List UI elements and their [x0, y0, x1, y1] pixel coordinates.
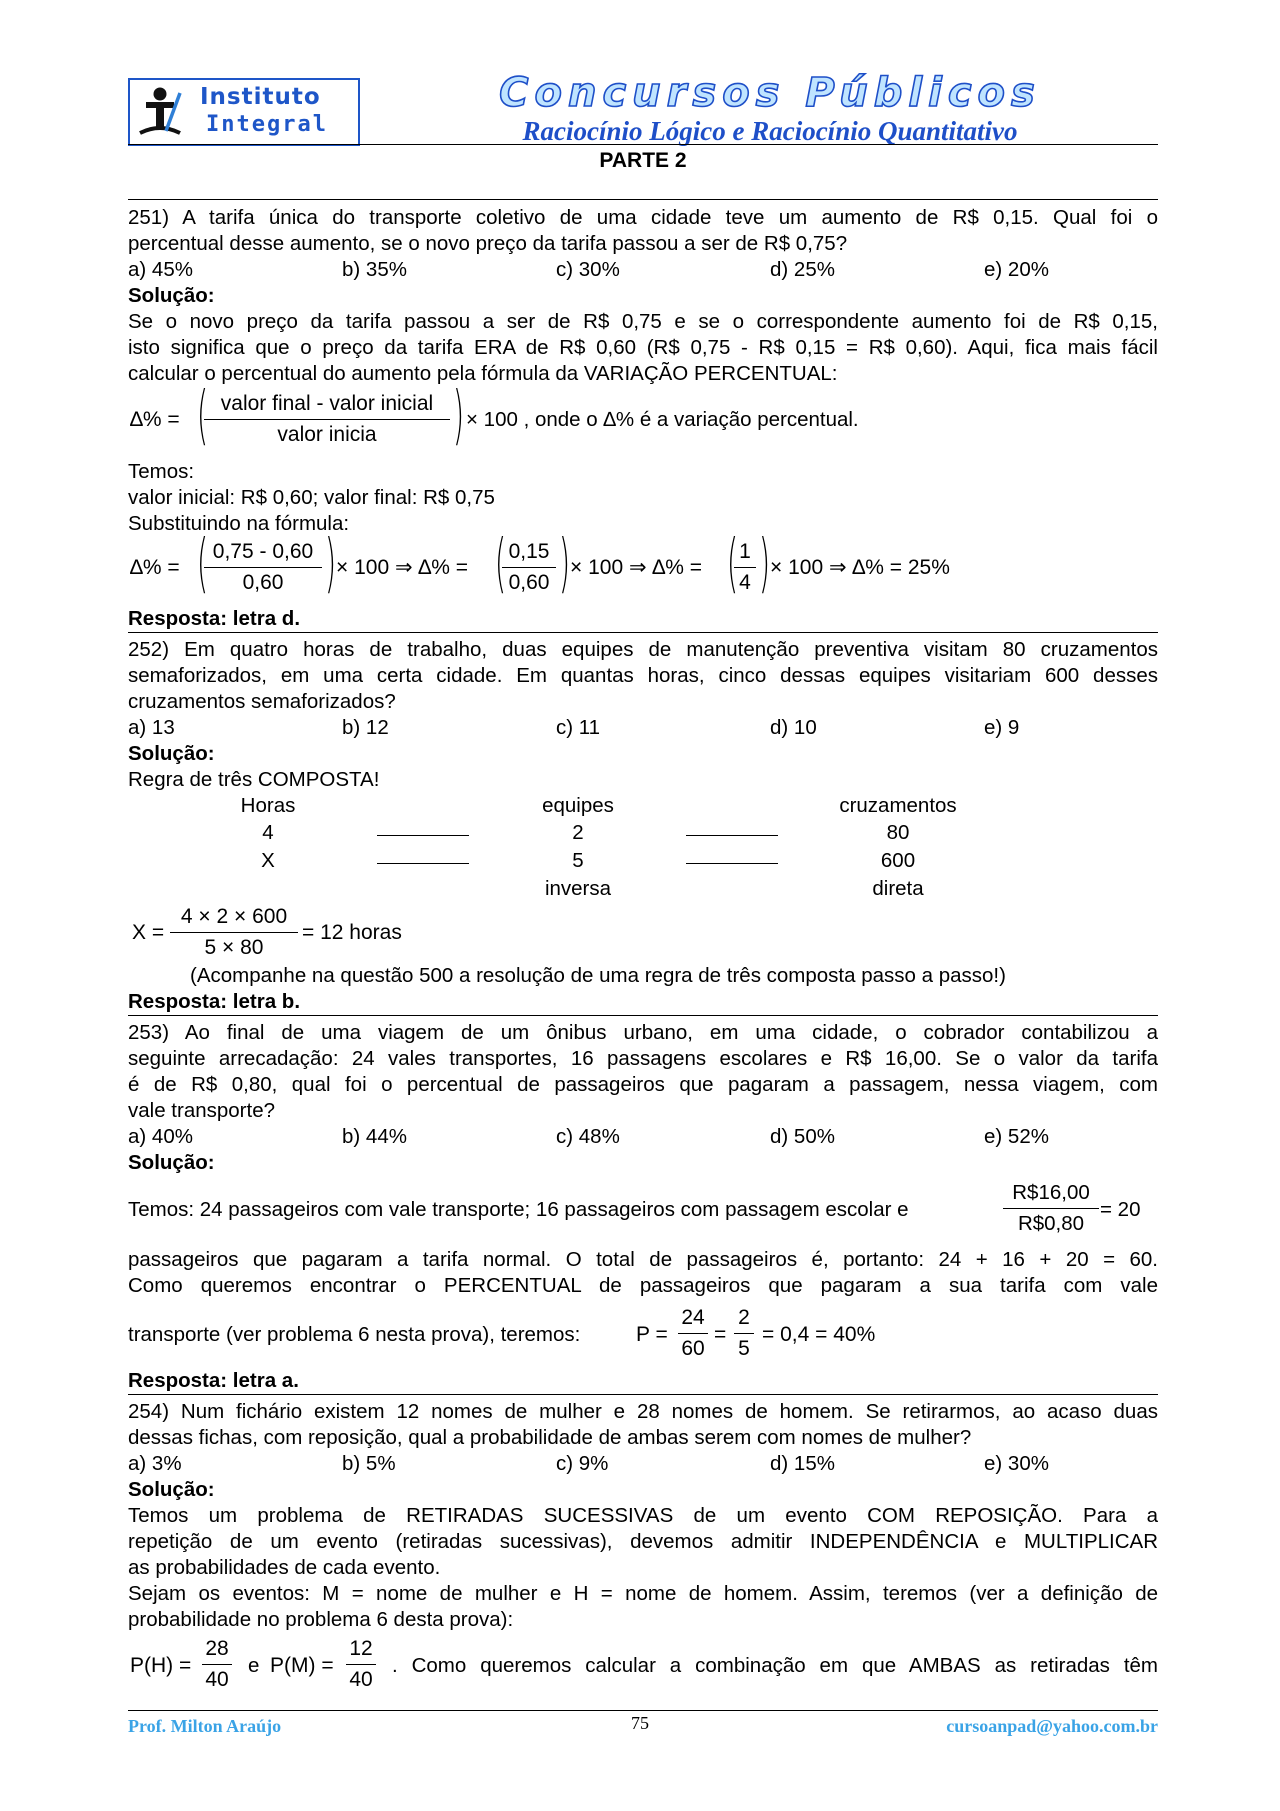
q253-sol-2: passageiros que pagaram a tarifa normal. O total de passageiros é, portanto: 24 + 16 + 20 = 60. — [128, 1248, 1158, 1271]
table-header-horas: Horas — [240, 794, 296, 817]
fraction-bar — [204, 567, 322, 568]
q251-option-c: c) 30% — [556, 258, 620, 281]
q253-fare-fraction — [1003, 1180, 1099, 1237]
q251-statement-2: percentual desse aumento, se o novo preço da tarifa passou a ser de R$ 0,75? — [128, 232, 848, 255]
q254-statement-2: dessas fichas, com reposição, qual a probabilidade de ambas serem com nomes de mulher? — [128, 1426, 972, 1449]
q253-statement-4: vale transporte? — [128, 1099, 276, 1122]
table-dash — [686, 863, 778, 864]
q254-sol-3: as probabilidades de cada evento. — [128, 1556, 441, 1579]
table-cell-inversa: inversa — [544, 877, 612, 900]
q251-option-a: a) 45% — [128, 258, 193, 281]
formula-lhs: ∆% = — [130, 408, 180, 431]
table-cell-equipes-1: 2 — [572, 821, 584, 844]
x-fraction — [170, 904, 298, 961]
q253-option-b: b) 44% — [342, 1125, 407, 1148]
q253-option-e: e) 52% — [984, 1125, 1049, 1148]
q253-option-a: a) 40% — [128, 1125, 193, 1148]
fraction-bar — [734, 567, 756, 568]
q251-answer: Resposta: letra d. — [128, 607, 301, 630]
x-rhs: = 12 horas — [302, 921, 402, 944]
q253-rule — [128, 1015, 1158, 1016]
q253-statement-1: 253) Ao final de uma viagem de um ônibus urbano, em uma cidade, o cobrador contabilizou a — [128, 1021, 1158, 1044]
q254-sol-1: Temos um problema de RETIRADAS SUCESSIVAS de um evento COM REPOSIÇÃO. Para a — [128, 1504, 1158, 1527]
x-numerator: 4 × 2 × 600 — [180, 905, 288, 928]
table-cell-cruzamentos-1: 80 — [886, 821, 910, 844]
q251-sol-1: Se o novo preço da tarifa passou a ser de R$ 0,75 e se o correspondente aumento foi de R$ 0,15, — [128, 310, 1158, 333]
fraction-bar — [346, 1664, 376, 1665]
q254-sol-2: repetição de um evento (retiradas sucessivas), devemos admitir INDEPENDÊNCIA e MULTIPLICAR — [128, 1530, 1158, 1553]
q251-option-d: d) 25% — [770, 258, 835, 281]
calc-paren-3-right: ) — [758, 527, 771, 601]
calc-op-1: × 100 ⇒ ∆% = — [336, 556, 469, 579]
p-fraction-1 — [678, 1305, 708, 1362]
q251-option-b: b) 35% — [342, 258, 407, 281]
q254-solution-label: Solução: — [128, 1478, 215, 1501]
q253-options — [128, 1124, 1158, 1150]
formula-paren-right: ) — [452, 379, 465, 453]
banner-title: Concursos Públicos — [499, 70, 1041, 116]
q251-sol-3: calcular o percentual do aumento pela fórmula da VARIAÇÃO PERCENTUAL: — [128, 362, 838, 385]
q254-tail: . Como queremos calcular a combinação em que AMBAS as retiradas têm — [392, 1654, 1158, 1677]
calc-fraction-1-num: 0,75 - 0,60 — [212, 540, 314, 563]
calc-fraction-2-den: 0,60 — [508, 571, 550, 594]
conjunction-e: e — [248, 1654, 260, 1677]
q252-answer: Resposta: letra b. — [128, 990, 301, 1013]
q252-statement-1: 252) Em quatro horas de trabalho, duas equipes de manutenção preventiva visitam 80 cruzamentos — [128, 638, 1158, 661]
footer-page-number: 75 — [631, 1713, 649, 1733]
fraction-bar — [1003, 1208, 1099, 1209]
q253-option-c: c) 48% — [556, 1125, 620, 1148]
p-fraction-2-den: 5 — [738, 1337, 750, 1360]
q254-statement-1: 254) Num fichário existem 12 nomes de mulher e 28 nomes de homem. Se retirarmos, ao acaso duas — [128, 1400, 1158, 1423]
q252-option-d: d) 10 — [770, 716, 817, 739]
calc-paren-1-right: ) — [324, 527, 337, 601]
q252-option-c: c) 11 — [556, 716, 601, 739]
ph-numerator: 28 — [205, 1637, 229, 1660]
q254-option-a: a) 3% — [128, 1452, 182, 1475]
q253-statement-3: é de R$ 0,80, qual foi o percentual de passageiros que pagaram a passagem, nessa viagem, com — [128, 1073, 1158, 1096]
calc-lhs: ∆% = — [130, 556, 180, 579]
p-rhs: = 0,4 = 40% — [762, 1323, 876, 1346]
q253-sol-1: Temos: 24 passageiros com vale transporte; 16 passageiros com passagem escolar e — [128, 1198, 909, 1221]
pm-lhs: P(M) = — [270, 1654, 334, 1677]
table-dash — [377, 863, 469, 864]
q254-option-d: d) 15% — [770, 1452, 835, 1475]
q252-solution-label: Solução: — [128, 742, 215, 765]
q251-rule — [128, 199, 1158, 200]
fraction-bar — [502, 567, 556, 568]
table-cell-direta: direta — [872, 877, 924, 900]
calc-fraction-1 — [204, 539, 322, 596]
q254-sol-5: probabilidade no problema 6 desta prova): — [128, 1608, 514, 1631]
q252-option-e: e) 9 — [984, 716, 1020, 739]
calc-fraction-3-den: 4 — [739, 571, 751, 594]
q251-solution-label: Solução: — [128, 284, 215, 307]
fraction-bar — [202, 1664, 232, 1665]
calc-paren-2-left: ( — [494, 527, 507, 601]
logo — [128, 78, 360, 146]
calc-fraction-2-num: 0,15 — [508, 540, 550, 563]
q254-option-c: c) 9% — [556, 1452, 609, 1475]
table-cell-horas-1: 4 — [262, 821, 274, 844]
q252-rule — [128, 632, 1158, 633]
logo-line2: Integral — [206, 112, 328, 137]
formula-tail: × 100 , onde o ∆% é a variação percentual. — [466, 408, 859, 431]
ph-denominator: 40 — [205, 1668, 229, 1691]
pm-fraction — [346, 1636, 376, 1693]
q252-option-a: a) 13 — [128, 716, 175, 739]
q251-option-e: e) 20% — [984, 258, 1049, 281]
calc-fraction-3-num: 1 — [739, 540, 751, 563]
p-fraction-2 — [734, 1305, 754, 1362]
calc-fraction-1-den: 0,60 — [242, 571, 284, 594]
q253-sol-4: transporte (ver problema 6 nesta prova), teremos: — [128, 1323, 581, 1346]
calc-op-2: × 100 ⇒ ∆% = — [570, 556, 703, 579]
x-lhs: X = — [132, 921, 165, 944]
formula-paren-left: ( — [196, 379, 209, 453]
q252-note: (Acompanhe na questão 500 a resolução de uma regra de três composta passo a passo!) — [190, 964, 1006, 987]
q252-option-b: b) 12 — [342, 716, 389, 739]
table-header-equipes: equipes — [542, 794, 614, 817]
q253-fare-rhs: = 20 — [1100, 1198, 1141, 1221]
q253-statement-2: seguinte arrecadação: 24 vales transportes, 16 passagens escolares e R$ 16,00. Se o valor da tarifa — [128, 1047, 1158, 1070]
formula-numerator: valor final - valor inicial — [220, 392, 434, 415]
ph-lhs: P(H) = — [130, 1654, 192, 1677]
formula-denominator: valor inicia — [277, 423, 377, 446]
q253-solution-label: Solução: — [128, 1151, 215, 1174]
q251-sol-2: isto significa que o preço da tarifa ERA de R$ 0,60 (R$ 0,75 - R$ 0,15 = R$ 0,60). Aqui, fica mais fácil — [128, 336, 1158, 359]
p-lhs: P = — [636, 1323, 668, 1346]
fraction-bar — [170, 932, 298, 933]
p-eq: = — [714, 1323, 727, 1346]
q252-statement-3: cruzamentos semaforizados? — [128, 690, 396, 713]
q254-option-e: e) 30% — [984, 1452, 1049, 1475]
p-fraction-1-den: 60 — [681, 1337, 705, 1360]
q253-option-d: d) 50% — [770, 1125, 835, 1148]
q252-statement-2: semaforizados, em uma certa cidade. Em quantas horas, cinco dessas equipes visitariam 600 desses — [128, 664, 1158, 687]
fraction-bar — [734, 1333, 754, 1334]
q253-sol-3: Como queremos encontrar o PERCENTUAL de passageiros que pagaram a sua tarifa com vale — [128, 1274, 1158, 1297]
table-header-cruzamentos: cruzamentos — [839, 794, 957, 817]
table-cell-horas-2: X — [261, 849, 275, 872]
p-fraction-2-num: 2 — [738, 1306, 750, 1329]
header-rule — [128, 144, 1158, 145]
q252-rule-text: Regra de três COMPOSTA! — [128, 768, 380, 791]
logo-line1: Instituto — [200, 84, 321, 110]
table-cell-equipes-2: 5 — [572, 849, 584, 872]
pm-numerator: 12 — [349, 1637, 373, 1660]
table-cell-cruzamentos-2: 600 — [880, 849, 916, 872]
calc-paren-1-left: ( — [196, 527, 209, 601]
calc-fraction-3 — [734, 539, 756, 596]
fraction-bar — [204, 419, 450, 420]
calc-paren-3-left: ( — [726, 527, 739, 601]
q254-rule — [128, 1394, 1158, 1395]
q251-temos: Temos: — [128, 460, 195, 483]
fare-numerator: R$16,00 — [1012, 1181, 1090, 1204]
q251-statement-1: 251) A tarifa única do transporte coletivo de uma cidade teve um aumento de R$ 0,15. Qual foi o — [128, 206, 1158, 229]
table-dash — [686, 835, 778, 836]
q254-sol-4: Sejam os eventos: M = nome de mulher e H = nome de homem. Assim, teremos (ver a definição de — [128, 1582, 1158, 1605]
banner-subtitle: Raciocínio Lógico e Raciocínio Quantitativo — [522, 116, 1018, 146]
calc-op-3: × 100 ⇒ ∆% = 25% — [770, 556, 950, 579]
formula-fraction — [204, 391, 450, 448]
q254-options — [128, 1451, 1158, 1477]
person-logo-icon — [136, 83, 192, 141]
table-dash — [377, 835, 469, 836]
ph-fraction — [202, 1636, 232, 1693]
part-title: PARTE 2 — [599, 149, 687, 172]
q252-options — [128, 715, 1158, 741]
q254-option-b: b) 5% — [342, 1452, 396, 1475]
fare-denominator: R$0,80 — [1017, 1212, 1085, 1235]
calc-fraction-2 — [502, 539, 556, 596]
fraction-bar — [678, 1333, 708, 1334]
q251-subst: Substituindo na fórmula: — [128, 512, 350, 535]
calc-paren-2-right: ) — [558, 527, 571, 601]
q253-answer: Resposta: letra a. — [128, 1369, 299, 1392]
q251-values: valor inicial: R$ 0,60; valor final: R$ 0,75 — [128, 486, 495, 509]
footer-email: cursoanpad@yahoo.com.br — [946, 1716, 1158, 1736]
x-denominator: 5 × 80 — [204, 936, 264, 959]
p-fraction-1-num: 24 — [681, 1306, 705, 1329]
pm-denominator: 40 — [349, 1668, 373, 1691]
footer-author: Prof. Milton Araújo — [128, 1716, 282, 1736]
footer-rule — [128, 1710, 1158, 1711]
q251-options — [128, 257, 1158, 283]
